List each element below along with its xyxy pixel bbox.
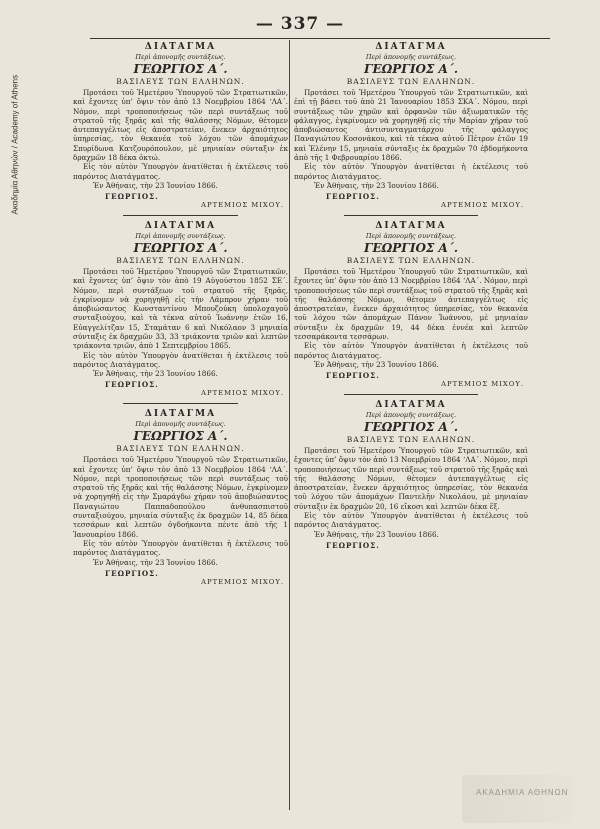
king-name: ΓΕΩΡΓΙΟΣ Α΄.: [133, 240, 228, 255]
page-number: — 337 —: [255, 14, 345, 34]
decree-body: Προτάσει τοῦ Ἡμετέρου Ὑπουργοῦ τῶν Στρατιωτικῶν, καὶ ἔχοντες ὑπ’ ὄψιν τὸν ἀπὸ 13 Νοεμβρίου 1864 ‘ΛΑ΄. Νόμον, περὶ τροποποιήσεως τῶν περὶ συντάξεως τοῦ στρατοῦ τῆς ξηρᾶς καὶ τῆς θαλάσσης Νόμων, θέτομεν ἀυτεπαγγέλτως εἰς ἀποστρατείαν, ἕνεκεν ἀρχαιότητος ὑπηρεσίας, τὸν θεκανέα τοῦ λόχου τῶν ἀπομάχων Πάνον Ἰωάννου, μὲ μηνιαίαν σύνταξιν ἐκ δραχμῶν 19, 44 δέκα ἐννέα καὶ λεπτῶν τεσσαράκοντα τεσσάρων.: [294, 266, 528, 342]
decree-title: ΔΙΑΤΑΓΜΑ: [375, 220, 447, 231]
decree-subtitle: Περὶ ἀπονομῆς συντάξεως.: [135, 53, 226, 61]
king-signature: ΓΕΩΡΓΙΟΣ.: [105, 568, 159, 578]
left-column: [73, 42, 288, 592]
decree: [294, 400, 528, 550]
side-watermark: Ακαδημία Αθηνών / Academy of Athens: [10, 74, 20, 215]
decree-separator: [123, 215, 238, 216]
decree-date: Ἐν Ἀθήναις, τὴν 23 Ἰουνίου 1866.: [93, 557, 218, 567]
king-name: ΓΕΩΡΓΙΟΣ Α΄.: [363, 62, 459, 76]
decree-separator: [344, 215, 478, 216]
decree-execution: Εἰς τὸν αὐτὸν Ὑπουργὸν ἀνατίθεται ἡ ἐκτέλεσις τοῦ παρόντος Διατάγματος.: [73, 162, 288, 181]
decree-execution: Εἰς τὸν αὐτὸν Ὑπουργὸν ἀνατίθεται ἡ ἐκτέλεσις τοῦ παρόντος Διατάγματος.: [294, 162, 528, 181]
decree-body: Προτάσει τοῦ Ἡμετέρου Ὑπουργοῦ τῶν Στρατιωτικῶν, καὶ ἔχοντες ὑπ’ ὄψιν τὸν ἀπὸ 13 Νοεμβρίου 1864 ‘ΛΑ΄. Νόμον, περὶ τροποποιήσεως τῶν περὶ συντάξεως τοῦ στρατοῦ τῆς ξηρᾶς καὶ τῆς θαλάσσης Νόμων, ἐγκρίνομεν νὰ χορηγηθῇ εἰς τὴν Σμαράγδω χήραν τοῦ ἀποβιώσαντος Παναγιώτου Παππαδοπούλου ἀνθυπασπιστοῦ συνταξιούχου, μηνιαία σύνταξις ἐκ δραχμῶν 14, 85 δέκα τεσσάρων καὶ λεπτῶν ὀγδοήκοντα πέντε ἀπὸ τῆς 1 Ἰανουαρίου 1866.: [73, 455, 288, 539]
king-title: ΒΑΣΙΛΕΥΣ ΤΩΝ ΕΛΛΗΝΩΝ.: [116, 255, 245, 265]
minister-signature: ΑΡΤΕΜΙΟΣ ΜΙΧΟΥ.: [201, 577, 284, 586]
column-divider: [289, 40, 290, 810]
decree: [73, 221, 288, 397]
decree-separator: [123, 403, 238, 404]
decree: [73, 409, 288, 585]
king-signature: ΓΕΩΡΓΙΟΣ.: [326, 370, 380, 380]
decree-subtitle: Περὶ ἀπονομῆς συντάξεως.: [365, 231, 457, 240]
king-signature: ΓΕΩΡΓΙΟΣ.: [105, 380, 159, 390]
minister-signature: ΑΡΤΕΜΙΟΣ ΜΙΧΟΥ.: [201, 200, 284, 209]
decree-body: Προτάσει τοῦ Ἡμετέρου Ὑπουργοῦ τῶν Στρατιωτικῶν, καὶ ἔχοντες ὑπ’ ὄψιν τὸν ἀπὸ 19 Αὐγούστου 1852 ΣΕ΄. Νόμον, περὶ συντάξεων τοῦ στρατοῦ τῆς ξηρᾶς, ἐγκρίνομεν νὰ χορηγηθῇ εἰς τὴν Λάμπρον χήραν τοῦ ἀποβιώσαντος Κωνσταντίνου Μπουζούκη ὑπολοχαγοῦ συνταξιούχου, καὶ τὰ τέκνα αὐτοῦ Ἰωάννην ἐτῶν 16, Εὐαγγελίτζαν 15, Σταμάταν 6 καὶ Νικόλαον 3 μηνιαία σύνταξις ἐκ δραχμῶν 33, 33 τριάκοντα τριῶν καὶ λεπτῶν τριάκοντα τριῶν, ἀπὸ 1 Σεπτεμβρίου 1865.: [73, 266, 288, 351]
decree-title: ΔΙΑΤΑΓΜΑ: [144, 220, 217, 231]
decree-title: ΔΙΑΤΑΓΜΑ: [375, 399, 447, 410]
decree-body: Προτάσει τοῦ Ἡμετέρου Ὑπουργοῦ τῶν Στρατιωτικῶν, καὶ ἐπὶ τῇ βάσει τοῦ ἀπὸ 21 Ἰανουαρίου 1853 ΣΚΑ΄. Νόμου, περὶ συντάξεως τῶν χηρῶν καὶ ὀρφανῶν τῶν ἀξιωματικῶν τῆς φάλαγγος, ἐγκρίνομεν νὰ χορηγηθῇ εἰς τὴν Μαρίαν χήραν τοῦ ἀποβιώσαντος ἀντισυνταγματάρχου τῆς φάλαγγος Παναγιώτου Κοσονάκου, καὶ τὰ τέκνα αὐτοῦ Πέτρον ἐτῶν 19 καὶ Ἑλένην 15, μηνιαία σύνταξις ἐκ δραχμῶν 70 ἑβδομήκοντα ἀπὸ τῆς 1 Φεβρουαρίου 1866.: [294, 88, 528, 163]
decree-date: Ἐν Ἀθήναις, τὴν 23 Ἰουνίου 1866.: [93, 180, 218, 190]
decree-body: Προτάσει τοῦ Ἡμετέρου Ὑπουργοῦ τῶν Στρατιωτικῶν, καὶ ἔχοντες ὑπ’ ὄψιν τὸν ἀπὸ 13 Νοεμβρίου 1864 ‘ΛΑ΄. Νόμον, περὶ τροποποιήσεως τῶν περὶ συντάξεως τοῦ στρατοῦ τῆς ξηρᾶς καὶ τῆς θαλάσσης Νόμων, θέτομεν ἀυτεπαγγέλτως εἰς ἀποστρατείαν, ἕνεκεν ἀρχαιότητος ὑπηρεσίας, τὸν θεκανέα τοῦ λόχου τῶν ἀπομάχων Παντελῆν Νικολάου, μὲ μηνιαίαν σύνταξιν ἐκ δραχμῶν 20, 16 εἴκοσι καὶ λεπτῶν δέκα ἕξ.: [294, 445, 528, 511]
decree-subtitle: Περὶ ἀπονομῆς συντάξεως.: [135, 231, 226, 240]
decree: [294, 42, 528, 209]
king-title: ΒΑΣΙΛΕΥΣ ΤΩΝ ΕΛΛΗΝΩΝ.: [346, 255, 476, 265]
king-signature: ΓΕΩΡΓΙΟΣ.: [105, 191, 159, 201]
decree-title: ΔΙΑΤΑΓΜΑ: [144, 42, 217, 52]
decree-title: ΔΙΑΤΑΓΜΑ: [375, 42, 447, 52]
king-name: ΓΕΩΡΓΙΟΣ Α΄.: [363, 419, 459, 434]
king-title: ΒΑΣΙΛΕΥΣ ΤΩΝ ΕΛΛΗΝΩΝ.: [346, 77, 476, 86]
decree-execution: Εἰς τὸν αὐτὸν Ὑπουργὸν ἀνατίθεται ἡ ἐκτέλεσις τοῦ παρόντος Διατάγματος.: [73, 538, 288, 558]
decree: [294, 221, 528, 388]
header-rule: [90, 38, 550, 39]
library-stamp: [462, 775, 572, 823]
king-name: ΓΕΩΡΓΙΟΣ Α΄.: [133, 62, 228, 76]
decree-date: Ἐν Ἀθήναις, τὴν 23 Ἰουνίου 1866.: [314, 180, 439, 190]
minister-signature: ΑΡΤΕΜΙΟΣ ΜΙΧΟΥ.: [201, 389, 284, 398]
decree-subtitle: Περὶ ἀπονομῆς συντάξεως.: [365, 53, 457, 61]
king-name: ΓΕΩΡΓΙΟΣ Α΄.: [363, 240, 459, 255]
king-title: ΒΑΣΙΛΕΥΣ ΤΩΝ ΕΛΛΗΝΩΝ.: [116, 77, 245, 86]
decree-execution: Εἰς τὸν αὐτὸν Ὑπουργὸν ἀνατίθεται ἡ ἐκτέλεσις τοῦ παρόντος Διατάγματος.: [294, 341, 528, 360]
right-column: [294, 42, 528, 556]
decree-execution: Εἰς τὸν αὐτὸν Ὑπουργὸν ἀνατίθεται ἡ ἐκτέλεσις τοῦ παρόντος Διατάγματος.: [294, 511, 528, 530]
minister-signature: ΑΡΤΕΜΙΟΣ ΜΙΧΟΥ.: [441, 200, 524, 209]
decree: [73, 42, 288, 209]
decree-subtitle: Περὶ ἀπονομῆς συντάξεως.: [135, 420, 226, 429]
decree-body: Προτάσει τοῦ Ἡμετέρου Ὑπουργοῦ τῶν Στρατιωτικῶν, καὶ ἔχοντες ὑπ’ ὄψιν τὸν ἀπὸ 13 Νοεμβρίου 1864 ‘ΛΑ΄. Νόμον, περὶ τροποποιήσεως τῶν περὶ συντάξεως τοῦ στρατοῦ τῆς ξηρᾶς καὶ τῆς θαλάσσης Νόμων, θέτομεν ἀυτεπαγγέλτως εἰς ἀποστρατείαν, ἕνεκεν ἀρχαιότητος ὑπηρεσίας, τὸν θεκανέα τοῦ λόχου τῶν ἀπομάχων Σπυρίδωνα Κατζουρόπουλον, μὲ μηνιαίαν σύνταξιν ἐκ δραχμῶν 18 δέκα ὀκτώ.: [73, 88, 288, 163]
decree-date: Ἐν Ἀθήναις, τὴν 23 Ἰουνίου 1866.: [93, 369, 218, 379]
king-title: ΒΑΣΙΛΕΥΣ ΤΩΝ ΕΛΛΗΝΩΝ.: [346, 434, 476, 444]
decree-subtitle: Περὶ ἀπονομῆς συντάξεως.: [365, 410, 457, 419]
king-name: ΓΕΩΡΓΙΟΣ Α΄.: [133, 429, 228, 444]
king-signature: ΓΕΩΡΓΙΟΣ.: [326, 540, 380, 550]
king-title: ΒΑΣΙΛΕΥΣ ΤΩΝ ΕΛΛΗΝΩΝ.: [116, 444, 245, 454]
stamp-label: ΑΚΑΔΗΜΙΑ ΑΘΗΝΩΝ: [476, 788, 569, 797]
decree-date: Ἐν Ἀθήναις, τὴν 23 Ἰουνίου 1866.: [314, 359, 439, 369]
king-signature: ΓΕΩΡΓΙΟΣ.: [326, 191, 380, 201]
minister-signature: ΑΡΤΕΜΙΟΣ ΜΙΧΟΥ.: [441, 379, 524, 388]
decree-date: Ἐν Ἀθήναις, τὴν 23 Ἰουνίου 1866.: [314, 529, 439, 539]
decree-execution: Εἰς τὸν αὐτὸν Ὑπουργὸν ἀνατίθεται ἡ ἐκτέλεσις τοῦ παρόντος Διατάγματος.: [73, 350, 288, 369]
decree-separator: [344, 394, 478, 395]
decree-title: ΔΙΑΤΑΓΜΑ: [144, 409, 217, 420]
